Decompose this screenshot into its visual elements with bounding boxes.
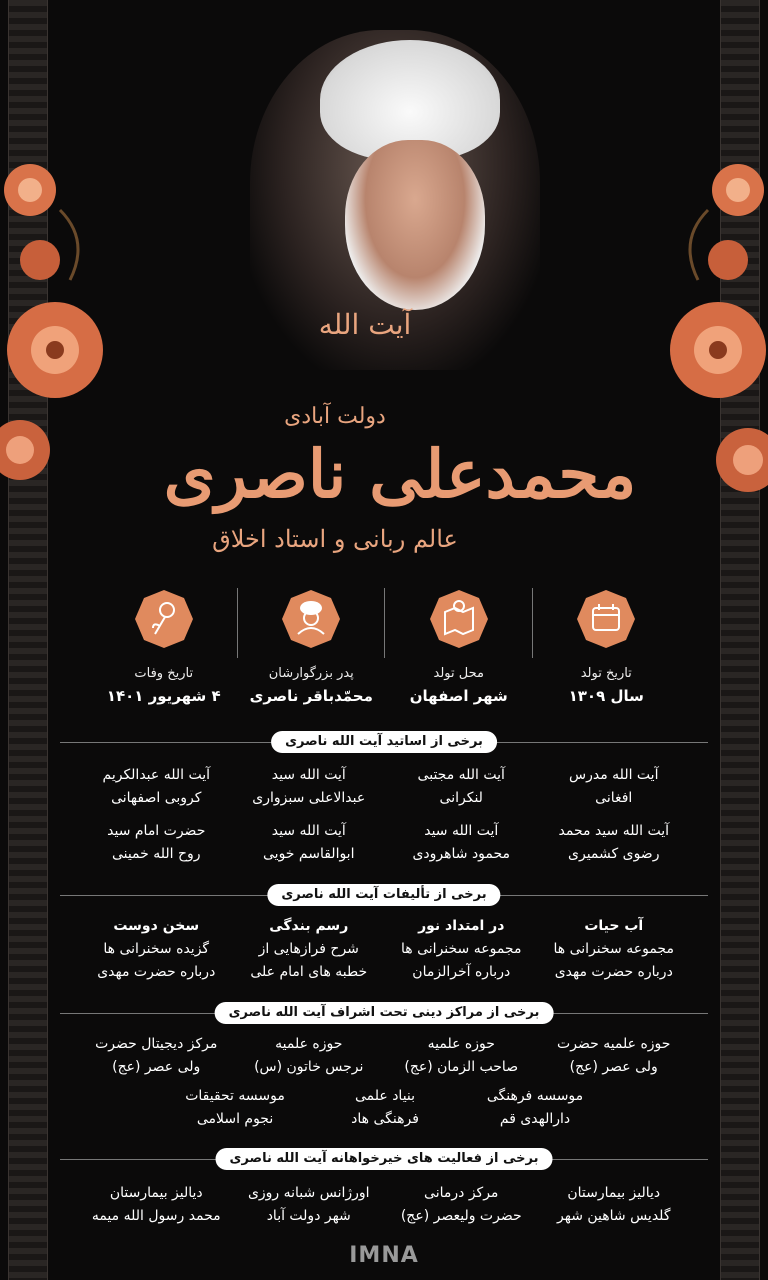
line-2: شرح فرازهایی از xyxy=(258,941,359,957)
line-1: بنیاد علمی xyxy=(355,1088,416,1104)
map-pin-icon xyxy=(428,588,490,650)
line-2: مجموعه سخنرانی ها xyxy=(553,941,674,957)
charity-item xyxy=(80,1182,233,1228)
line-1: آیت الله مجتبی xyxy=(417,767,505,783)
info-label: پدر بزرگوارشان xyxy=(268,666,354,681)
teacher-item xyxy=(80,820,233,876)
title-honorific: آیت الله xyxy=(318,308,412,341)
line-2: گلدیس شاهین شهر xyxy=(557,1208,671,1224)
center-item xyxy=(310,1085,460,1131)
work-item xyxy=(80,915,233,984)
teachers-grid xyxy=(80,764,690,876)
line-2: محمد رسول الله میمه xyxy=(91,1208,221,1224)
line-2: نرجس خاتون (س) xyxy=(254,1059,364,1075)
title-name: محمدعلی ناصری xyxy=(163,435,637,513)
line-2: نجوم اسلامی xyxy=(196,1111,274,1127)
line-2: مجموعه سخنرانی ها xyxy=(401,941,522,957)
line-1: حوزه علمیه حضرت xyxy=(557,1036,671,1052)
charity-item xyxy=(385,1182,538,1228)
section-title: برخی از مراکز دینی تحت اشراف آیت الله ناصری xyxy=(215,1002,554,1024)
center-item xyxy=(385,1033,538,1079)
calendar-icon xyxy=(575,588,637,650)
line-1: آیت الله سید xyxy=(424,823,499,839)
center-item xyxy=(538,1033,691,1079)
teacher-item xyxy=(233,820,386,876)
charity-item xyxy=(233,1182,386,1228)
line-3: درباره حضرت مهدی xyxy=(97,964,216,980)
section-title: برخی از اساتید آیت الله ناصری xyxy=(271,731,497,753)
section-title: برخی از فعالیت های خیرخواهانه آیت الله ناصری xyxy=(216,1148,553,1170)
line-1: موسسه تحقیقات xyxy=(185,1088,285,1104)
line-1: آیت الله سید xyxy=(271,767,346,783)
section-title: برخی از تألیفات آیت الله ناصری xyxy=(267,884,500,906)
section-teachers-header xyxy=(0,731,768,753)
work-item xyxy=(538,915,691,984)
line-1: آیت الله عبدالکریم xyxy=(102,767,210,783)
charity-item xyxy=(538,1182,691,1228)
teacher-item xyxy=(538,820,691,876)
works-grid xyxy=(80,915,690,984)
line-2: ابوالقاسم خویی xyxy=(263,846,355,862)
rose-icon xyxy=(133,588,195,650)
line-2: لنکرانی xyxy=(439,790,483,806)
line-2: صاحب الزمان (عج) xyxy=(404,1059,519,1075)
section-works-header xyxy=(0,884,768,906)
line-2: حضرت ولیعصر (عج) xyxy=(400,1208,522,1224)
info-value: محمّدباقر ناصری xyxy=(249,687,373,705)
work-item xyxy=(385,915,538,984)
line-2: فرهنگی هاد xyxy=(351,1111,419,1127)
info-label: تاریخ وفات xyxy=(134,666,194,681)
line-1: مرکز درمانی xyxy=(424,1185,499,1201)
info-death-date xyxy=(90,588,238,713)
line-3: خطبه های امام علی xyxy=(250,964,368,980)
work-title: آب حیات xyxy=(584,918,644,934)
center-item xyxy=(160,1085,310,1131)
line-1: آیت الله سید محمد xyxy=(558,823,669,839)
line-2: روح الله خمینی xyxy=(111,846,201,862)
line-1: اورژانس شبانه روزی xyxy=(247,1185,370,1201)
center-item xyxy=(80,1033,233,1079)
title-subtitle: عالم ربانی و استاد اخلاق xyxy=(212,525,458,553)
info-label: تاریخ تولد xyxy=(580,666,632,681)
line-1: حوزه علمیه xyxy=(275,1036,343,1052)
right-flowers-decoration xyxy=(648,150,768,570)
center-item xyxy=(233,1033,386,1079)
teacher-item xyxy=(80,764,233,820)
info-value: سال ۱۳۰۹ xyxy=(568,687,644,705)
line-1: مرکز دیجیتال حضرت xyxy=(95,1036,218,1052)
work-title: رسم بندگی xyxy=(269,918,349,934)
line-2: ولی عصر (عج) xyxy=(112,1059,201,1075)
centers-grid-row2 xyxy=(160,1085,610,1131)
line-1: دیالیز بیمارستان xyxy=(109,1185,203,1201)
work-title: در امتداد نور xyxy=(418,918,505,934)
line-2: افغانی xyxy=(595,790,633,806)
teacher-item xyxy=(385,764,538,820)
line-2: شهر دولت آباد xyxy=(266,1208,351,1224)
line-1: آیت الله مدرس xyxy=(569,767,659,783)
info-row xyxy=(90,588,680,713)
work-title: سخن دوست xyxy=(113,918,200,934)
line-1: آیت الله سید xyxy=(271,823,346,839)
charity-grid xyxy=(80,1182,690,1228)
line-2: عبدالاعلی سبزواری xyxy=(252,790,366,806)
line-2: محمود شاهرودی xyxy=(412,846,511,862)
teacher-item xyxy=(538,764,691,820)
work-item xyxy=(233,915,386,984)
line-2: دارالهدی قم xyxy=(499,1111,571,1127)
section-charity-header xyxy=(0,1148,768,1170)
portrait-face xyxy=(345,140,485,310)
info-value: شهر اصفهان xyxy=(409,687,508,705)
teacher-item xyxy=(233,764,386,820)
imna-logo: IMNA xyxy=(349,1243,419,1268)
info-birth-place xyxy=(385,588,533,713)
scholar-icon xyxy=(280,588,342,650)
line-1: حضرت امام سید xyxy=(107,823,206,839)
info-value: ۴ شهریور ۱۴۰۱ xyxy=(106,687,221,705)
info-father xyxy=(238,588,386,713)
line-1: حوزه علمیه xyxy=(427,1036,495,1052)
left-flowers-decoration xyxy=(0,150,120,570)
section-centers-header xyxy=(0,1002,768,1024)
line-3: درباره آخرالزمان xyxy=(412,964,511,980)
centers-grid-row1 xyxy=(80,1033,690,1079)
info-birth-date xyxy=(533,588,681,713)
line-1: دیالیز بیمارستان xyxy=(567,1185,661,1201)
line-2: ولی عصر (عج) xyxy=(569,1059,658,1075)
title-family: دولت آبادی xyxy=(284,404,386,429)
info-label: محل تولد xyxy=(433,666,484,681)
line-1: موسسه فرهنگی xyxy=(486,1088,584,1104)
line-2: گزیده سخنرانی ها xyxy=(103,941,210,957)
line-3: درباره حضرت مهدی xyxy=(554,964,673,980)
teacher-item xyxy=(385,820,538,876)
line-2: کروبی اصفهانی xyxy=(111,790,202,806)
line-2: رضوی کشمیری xyxy=(568,846,660,862)
center-item xyxy=(460,1085,610,1131)
